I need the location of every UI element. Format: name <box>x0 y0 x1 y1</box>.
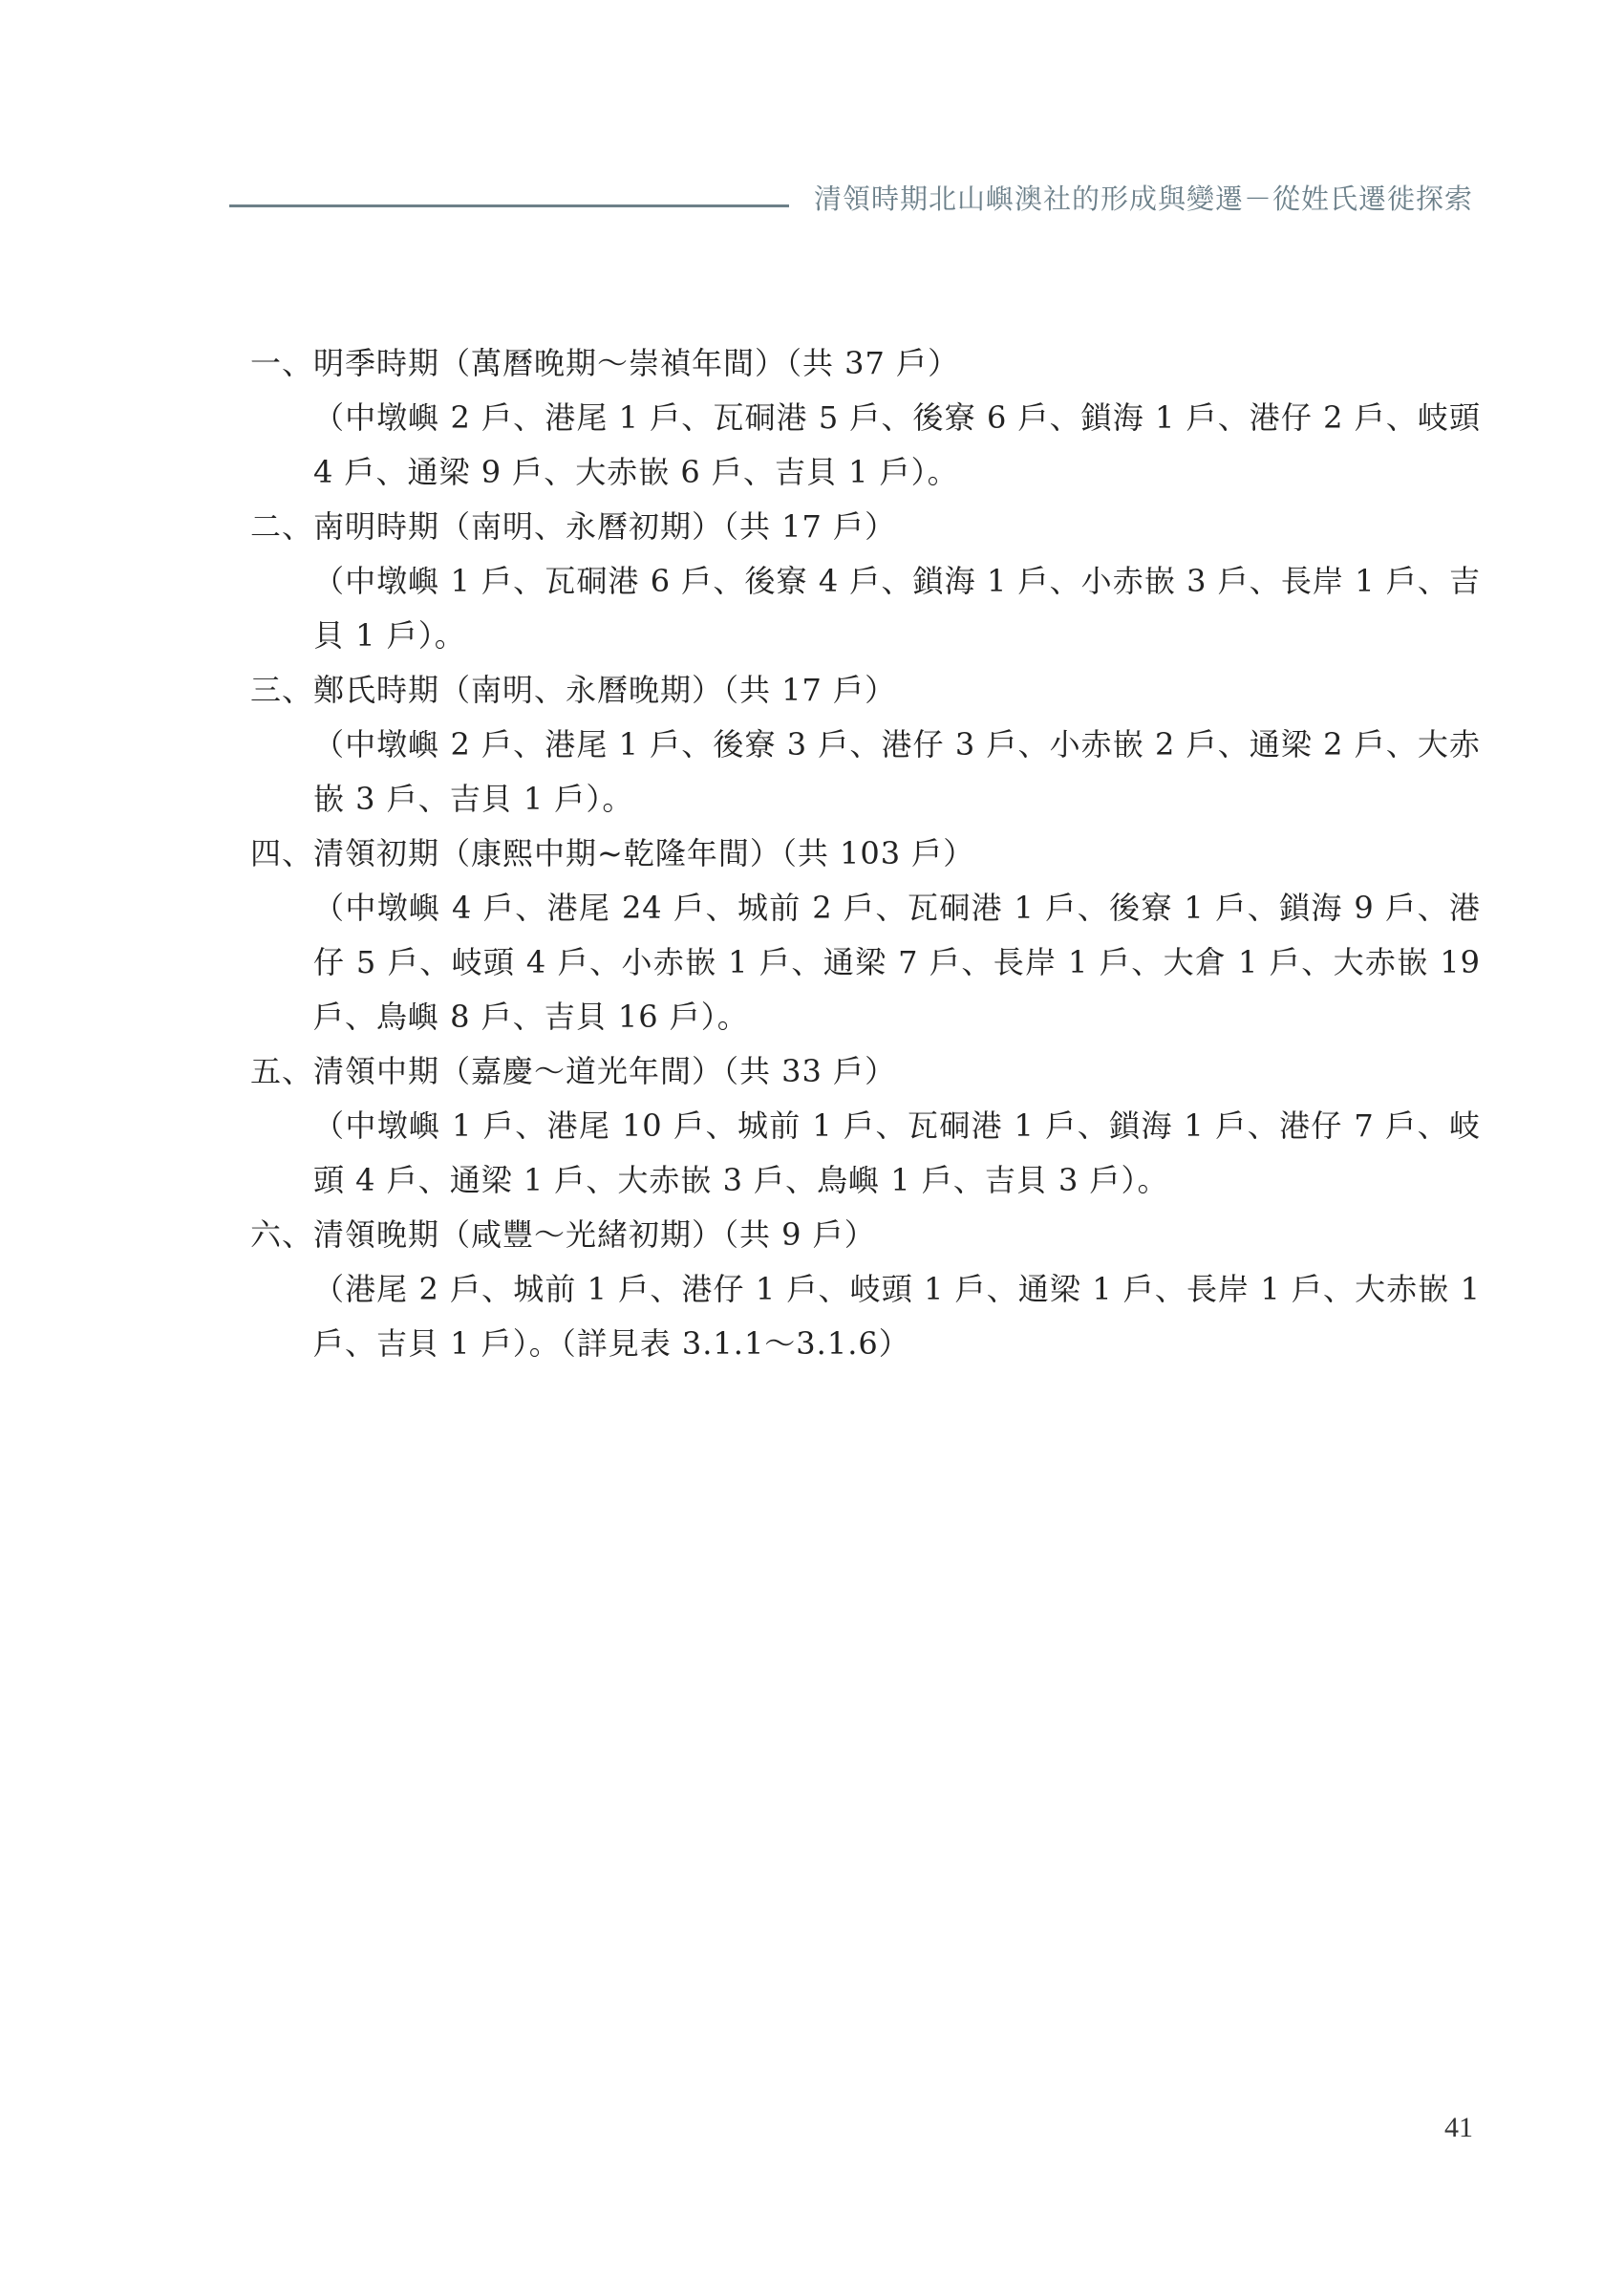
period-section <box>250 1208 1481 1371</box>
page-number: 41 <box>1444 2112 1473 2143</box>
period-heading: 三、鄭氏時期（南明、永曆晚期）（共 17 戶） <box>250 672 897 708</box>
period-detail: （中墩嶼 2 戶、港尾 1 戶、瓦硐港 5 戶、後寮 6 戶、鎖海 1 戶、港仔 2 戶、岐頭 4 戶、通梁 9 戶、大赤嵌 6 戶、吉貝 1 戶）。 <box>313 399 1481 490</box>
period-section <box>250 336 1481 500</box>
period-section <box>250 663 1481 827</box>
period-detail: （港尾 2 戶、城前 1 戶、港仔 1 戶、岐頭 1 戶、通梁 1 戶、長岸 1 戶、大赤嵌 1 戶、吉貝 1 戶）。（詳見表 3.1.1～3.1.6） <box>313 1271 1481 1362</box>
period-detail: （中墩嶼 4 戶、港尾 24 戶、城前 2 戶、瓦硐港 1 戶、後寮 1 戶、鎖海 9 戶、港仔 5 戶、岐頭 4 戶、小赤嵌 1 戶、通梁 7 戶、長岸 1 戶、大倉 1 戶、大赤嵌 19 戶、鳥嶼 8 戶、吉貝 16 戶）。 <box>313 890 1481 1035</box>
period-section <box>250 827 1481 1044</box>
period-detail: （中墩嶼 2 戶、港尾 1 戶、後寮 3 戶、港仔 3 戶、小赤嵌 2 戶、通梁 2 戶、大赤嵌 3 戶、吉貝 1 戶）。 <box>313 726 1481 817</box>
period-heading: 六、清領晚期（咸豐～光緒初期）（共 9 戶） <box>250 1216 876 1253</box>
period-heading: 二、南明時期（南明、永曆初期）（共 17 戶） <box>250 508 897 545</box>
header-rule <box>229 204 789 207</box>
period-heading: 一、明季時期（萬曆晚期～崇禎年間）（共 37 戶） <box>250 345 960 381</box>
main-content <box>250 336 1481 1371</box>
period-section <box>250 500 1481 663</box>
period-detail: （中墩嶼 1 戶、港尾 10 戶、城前 1 戶、瓦硐港 1 戶、鎖海 1 戶、港仔 7 戶、岐頭 4 戶、通梁 1 戶、大赤嵌 3 戶、鳥嶼 1 戶、吉貝 3 戶）。 <box>313 1107 1481 1198</box>
period-detail: （中墩嶼 1 戶、瓦硐港 6 戶、後寮 4 戶、鎖海 1 戶、小赤嵌 3 戶、長岸 1 戶、吉貝 1 戶）。 <box>313 563 1481 654</box>
running-head: 清領時期北山嶼澳社的形成與變遷－從姓氏遷徙探索 <box>813 183 1473 215</box>
period-section <box>250 1044 1481 1208</box>
period-heading: 五、清領中期（嘉慶～道光年間）（共 33 戶） <box>250 1053 897 1089</box>
period-heading: 四、清領初期（康熙中期~乾隆年間）（共 103 戶） <box>250 835 975 871</box>
